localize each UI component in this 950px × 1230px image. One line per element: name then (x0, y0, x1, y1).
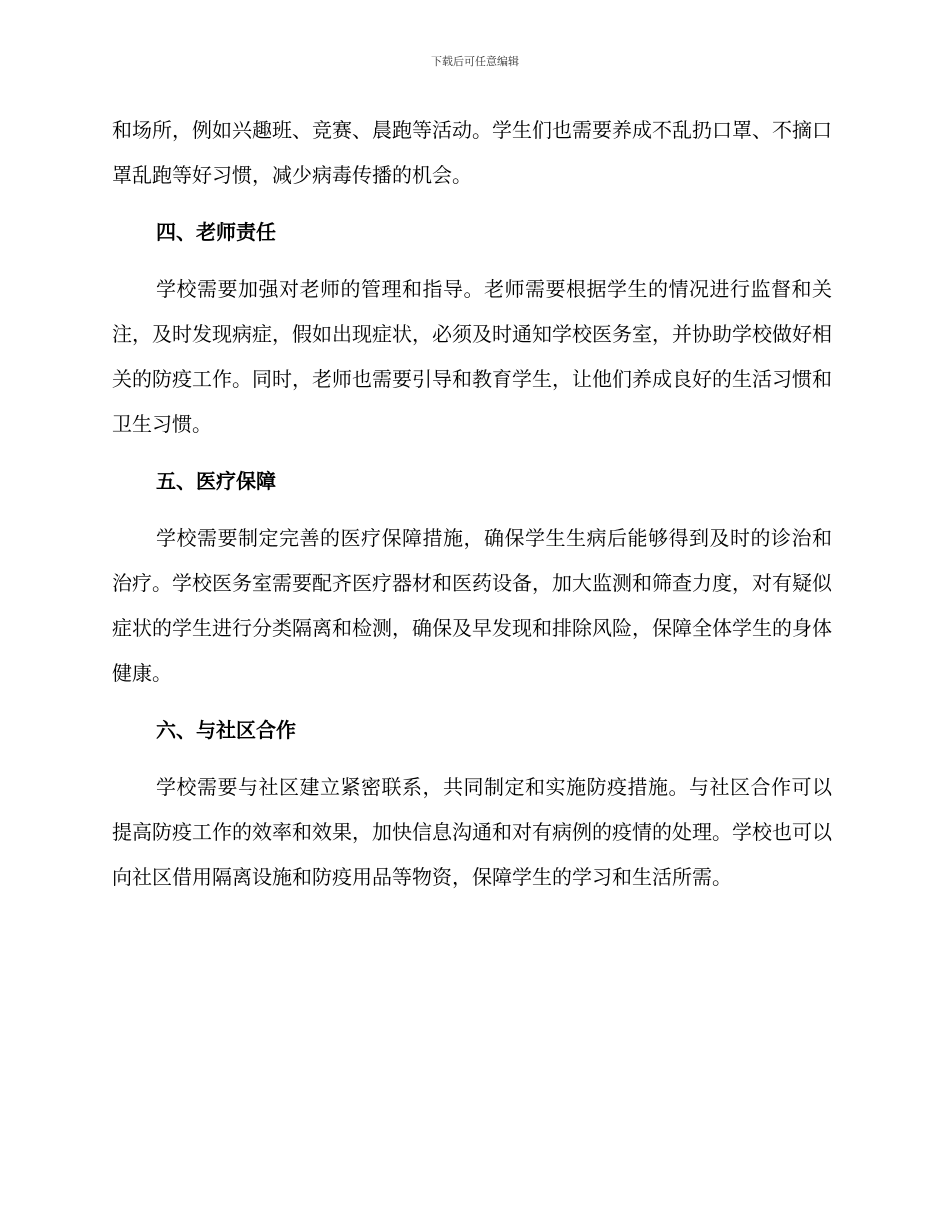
section-body-teacher-responsibility: 学校需要加强对老师的管理和指导。老师需要根据学生的情况进行监督和关注，及时发现病症，假如出现症状，必须及时通知学校医务室，并协助学校做好相关的防疫工作。同时，老师也需要引导和教育学生，让他们养成良好的生活习惯和卫生习惯。 (112, 277, 832, 436)
intro-paragraph: 和场所，例如兴趣班、竞赛、晨跑等活动。学生们也需要养成不乱扔口罩、不摘口罩乱跑等好习惯，减少病毒传播的机会。 (112, 118, 832, 187)
section-body-community-cooperation: 学校需要与社区建立紧密联系，共同制定和实施防疫措施。与社区合作可以提高防疫工作的效率和效果，加快信息沟通和对有病例的疫情的处理。学校也可以向社区借用隔离设施和防疫用品等物资，保障学生的学习和生活所需。 (112, 775, 832, 889)
section-body-medical-support: 学校需要制定完善的医疗保障措施，确保学生生病后能够得到及时的诊治和治疗。学校医务室需要配齐医疗器材和医药设备，加大监测和筛查力度，对有疑似症状的学生进行分类隔离和检测，确保及早发现和排除风险，保障全体学生的身体健康。 (112, 526, 832, 685)
section-heading-community-cooperation: 六、与社区合作 (156, 718, 296, 742)
section-heading-medical-support: 五、医疗保障 (156, 469, 276, 493)
page-header: 下载后可任意编辑 (431, 55, 519, 68)
section-heading-teacher-responsibility: 四、老师责任 (156, 220, 276, 244)
document-body (112, 108, 832, 900)
